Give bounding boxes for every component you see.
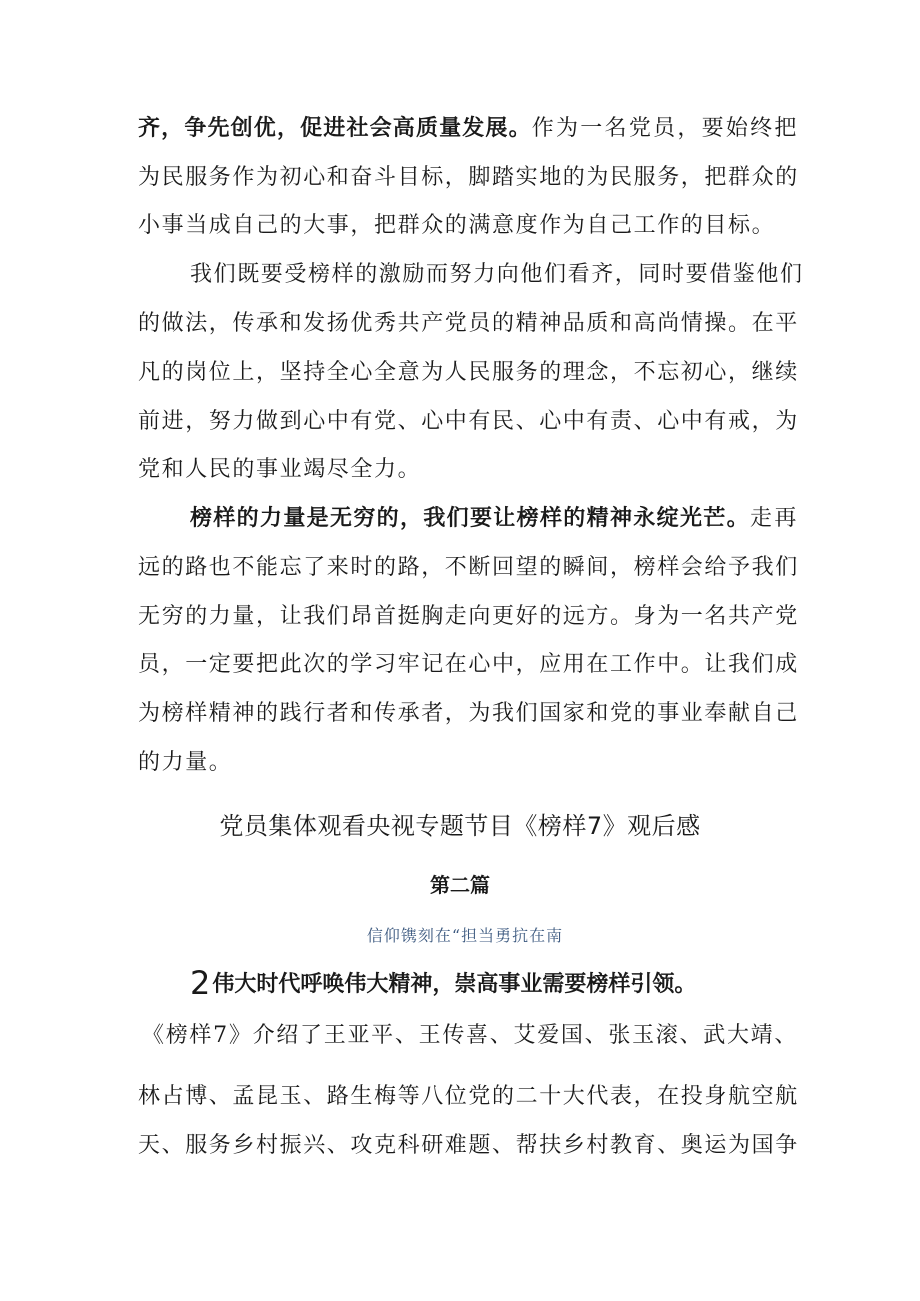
quote-line: 信仰镌刻在“担当勇抗在南 — [366, 926, 564, 945]
section-headline-text: 伟大时代呼唤伟大精神，崇高事业需要榜样引领。 — [212, 972, 697, 997]
section-headline — [190, 966, 790, 1002]
para4-line3: 天、服务乡村振兴、攻克科研难题、帮扶乡村教育、奥运为国争 — [138, 1133, 799, 1158]
para2-line1: 我们既要受榜样的激励而努力向他们看齐，同时要借鉴他们 — [190, 262, 804, 287]
para1-line2: 为民服务作为初心和奋斗目标，脚踏实地的为民服务，把群众的 — [138, 165, 799, 190]
para1-line1 — [138, 114, 798, 144]
para2-line2: 的做法，传承和发扬优秀共产党员的精神品质和高尚情操。在平 — [138, 311, 799, 336]
para3-line3: 无穷的力量，让我们昂首挺胸走向更好的远方。身为一名共产党 — [138, 604, 799, 629]
para1-line3: 小事当成自己的大事，把群众的满意度作为自己工作的目标。 — [138, 213, 776, 238]
para3-line2: 远的路也不能忘了来时的路，不断回望的瞬间，榜样会给予我们 — [138, 555, 799, 580]
para1-bold-lead: 齐，争先创优，促进社会高质量发展。 — [138, 116, 532, 141]
para2-line4: 前进，努力做到心中有党、心中有民、心中有责、心中有戒，为 — [138, 409, 799, 434]
para3-line4: 员，一定要把此次的学习牢记在心中，应用在工作中。让我们成 — [138, 652, 799, 677]
para3-line6: 的力量。 — [138, 750, 233, 775]
para3-line5: 为榜样精神的践行者和传承者，为我们国家和党的事业奉献自己 — [138, 701, 799, 726]
section-number: 2 — [190, 964, 211, 1002]
article-subtitle: 第二篇 — [430, 873, 490, 897]
para3-line1-rest: 走再 — [749, 506, 798, 531]
para3-bold-lead: 榜样的力量是无穷的，我们要让榜样的精神永绽光芒。 — [190, 506, 750, 531]
para1-line1-rest: 作为一名党员，要始终把 — [531, 116, 798, 141]
para2-line5: 党和人民的事业竭尽全力。 — [138, 457, 422, 482]
para4-line1: 《榜样7》介绍了王亚平、王传喜、艾爱国、张玉滚、武大靖、 — [142, 1023, 798, 1048]
para4-line2: 林占博、孟昆玉、路生梅等八位党的二十大代表，在投身航空航 — [138, 1084, 799, 1109]
para2-line3: 凡的岗位上，坚持全心全意为人民服务的理念，不忘初心，继续 — [138, 360, 799, 385]
article-title: 党员集体观看央视专题节目《榜样7》观后感 — [219, 812, 701, 840]
para3-line1 — [190, 504, 798, 534]
